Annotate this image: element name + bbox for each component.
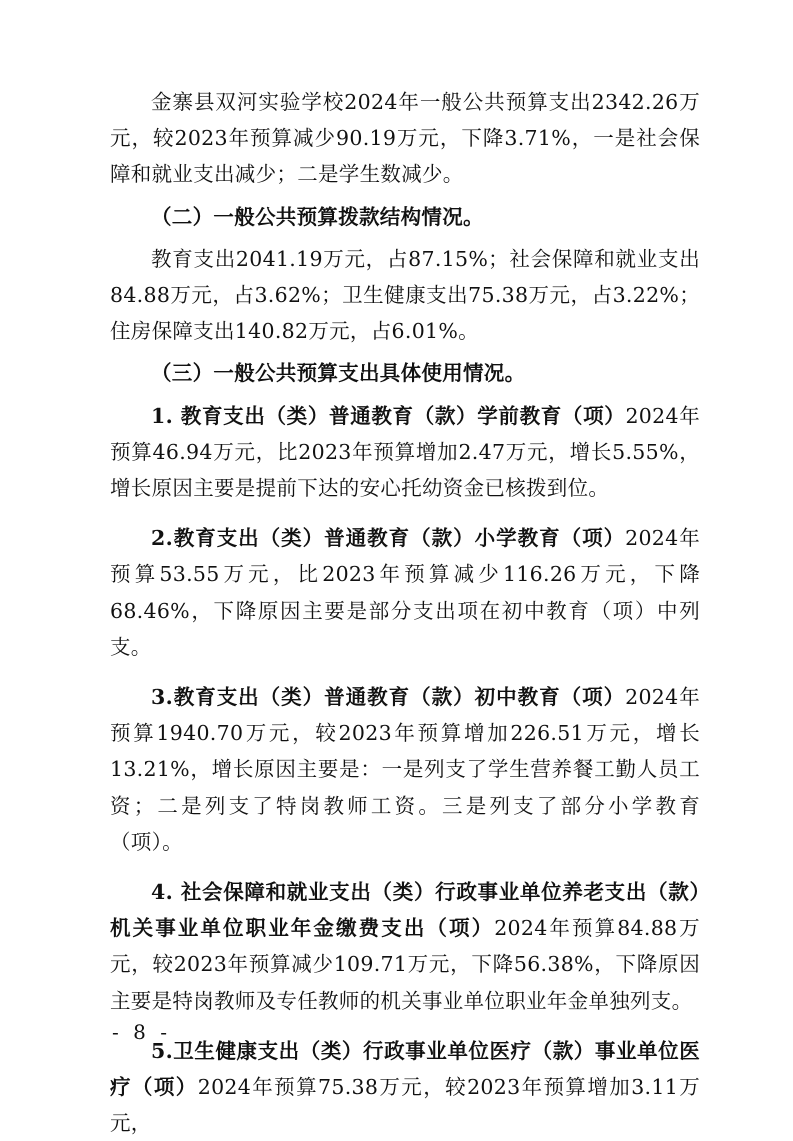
item-1-title: 1. 教育支出（类）普通教育（款）学前教育（项）: [151, 403, 626, 428]
heading-section-3: （三）一般公共预算支出具体使用情况。: [151, 361, 526, 386]
item-3-title: 3.教育支出（类）普通教育（款）初中教育（项）: [151, 685, 626, 710]
item-3: [110, 679, 700, 860]
paragraph-summary: 金寨县双河实验学校2024年一般公共预算支出2342.26万元，较2023年预算减少90.19万元，下降3.71%，一是社会保障和就业支出减少；二是学生数减少。: [110, 90, 700, 187]
item-2-title: 2.教育支出（类）普通教育（款）小学教育（项）: [151, 526, 626, 551]
item-1: [110, 398, 700, 507]
paragraph-structure: 教育支出2041.19万元，占87.15%；社会保障和就业支出84.88万元，占3.62%；卫生健康支出75.38万元，占3.22%；住房保障支出140.82万元，占6.01%。: [110, 246, 700, 344]
item-3-text: 2024年预算1940.70万元，较2023年预算增加226.51万元，增长13.21%，增长原因主要是：一是列支了学生营养餐工勤人员工资；二是列支了特岗教师工资。三是列支了部分小学教育（项）。: [110, 685, 700, 854]
item-4-text: 2024年预算84.88万元，较2023年预算减少109.71万元，下降56.38%，下降原因主要是特岗教师及专任教师的机关事业单位职业年金单独列支。: [110, 916, 700, 1013]
document-body: [110, 84, 700, 1141]
page-number: - 8 -: [112, 1020, 171, 1044]
item-5: [110, 1033, 700, 1141]
item-2: [110, 520, 700, 665]
item-2-text: 2024年预算53.55万元，比2023年预算减少116.26万元，下降68.46%，下降原因主要是部分支出项在初中教育（项）中列支。: [110, 526, 700, 659]
item-5-title: 5.卫生健康支出（类）行政事业单位医疗（款）事业单位医疗（项）: [110, 1038, 700, 1100]
item-5-text: 2024年预算75.38万元，较2023年预算增加3.11万元，: [110, 1075, 700, 1136]
heading-section-2: （二）一般公共预算拨款结构情况。: [151, 204, 484, 229]
item-4-title: 4. 社会保障和就业支出（类）行政事业单位养老支出（款）机关事业单位职业年金缴费支出（项）: [110, 880, 700, 941]
item-1-text: 2024年预算46.94万元，比2023年预算增加2.47万元，增长5.55%，增长原因主要是提前下达的安心托幼资金已核拨到位。: [110, 403, 700, 501]
item-4: [110, 874, 700, 1019]
